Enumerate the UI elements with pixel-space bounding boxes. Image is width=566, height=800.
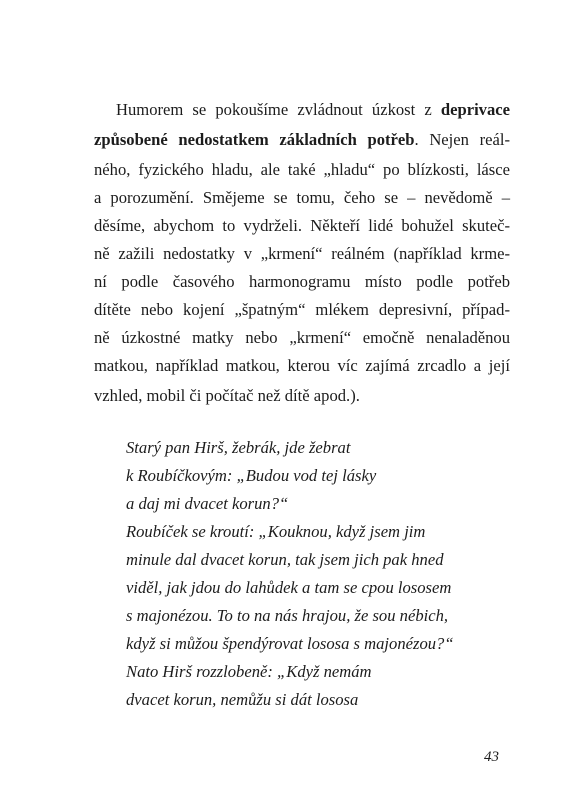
poem-line: Roubíček se kroutí: „Kouknou, když jsem jim bbox=[126, 522, 426, 541]
paragraph-line: ně úzkostné matky nebo „krmení“ emočně nenaladěnou bbox=[94, 328, 510, 347]
poem-line: dvacet korun, nemůžu si dát lososa bbox=[126, 690, 359, 709]
paragraph-line: dítěte nebo kojení „špatným“ mlékem depresivní, případ- bbox=[94, 300, 510, 319]
poem-line: a daj mi dvacet korun?“ bbox=[126, 494, 289, 513]
poem-line: Nato Hirš rozzlobeně: „Když nemám bbox=[126, 662, 372, 681]
paragraph-line: ně zažili nedostatky v „krmení“ reálném (například krme- bbox=[94, 244, 510, 263]
paragraph-line: způsobené nedostatkem základních potřeb. Nejen reál- bbox=[94, 130, 510, 149]
poem-line: minule dal dvacet korun, tak jsem jich pak hned bbox=[126, 550, 444, 569]
poem-line: Starý pan Hirš, žebrák, jde žebrat bbox=[126, 438, 351, 457]
poem-line: když si můžou špendýrovat lososa s majonézou?“ bbox=[126, 634, 454, 653]
paragraph-line: vzhled, mobil či počítač než dítě apod.). bbox=[94, 386, 360, 405]
paragraph-line: ní podle časového harmonogramu místo podle potřeb bbox=[94, 272, 510, 291]
paragraph-line: ného, fyzického hladu, ale také „hladu“ po blízkosti, lásce bbox=[94, 160, 510, 179]
poem-line: s majonézou. To to na nás hrajou, že sou nébich, bbox=[126, 606, 449, 625]
paragraph-line: Humorem se pokoušíme zvládnout úzkost z deprivace bbox=[116, 100, 510, 119]
paragraph-line: děsíme, abychom to vydrželi. Někteří lidé bohužel skuteč- bbox=[94, 216, 510, 235]
paragraph-line: matkou, například matkou, kterou víc zajímá zrcadlo a její bbox=[94, 356, 510, 375]
paragraph-line: a porozumění. Smějeme se tomu, čeho se – nevědomě – bbox=[94, 188, 510, 207]
poem-line: k Roubíčkovým: „Budou vod tej lásky bbox=[126, 466, 377, 485]
page-number: 43 bbox=[484, 749, 499, 765]
poem-line: viděl, jak jdou do lahůdek a tam se cpou lososem bbox=[126, 578, 452, 597]
